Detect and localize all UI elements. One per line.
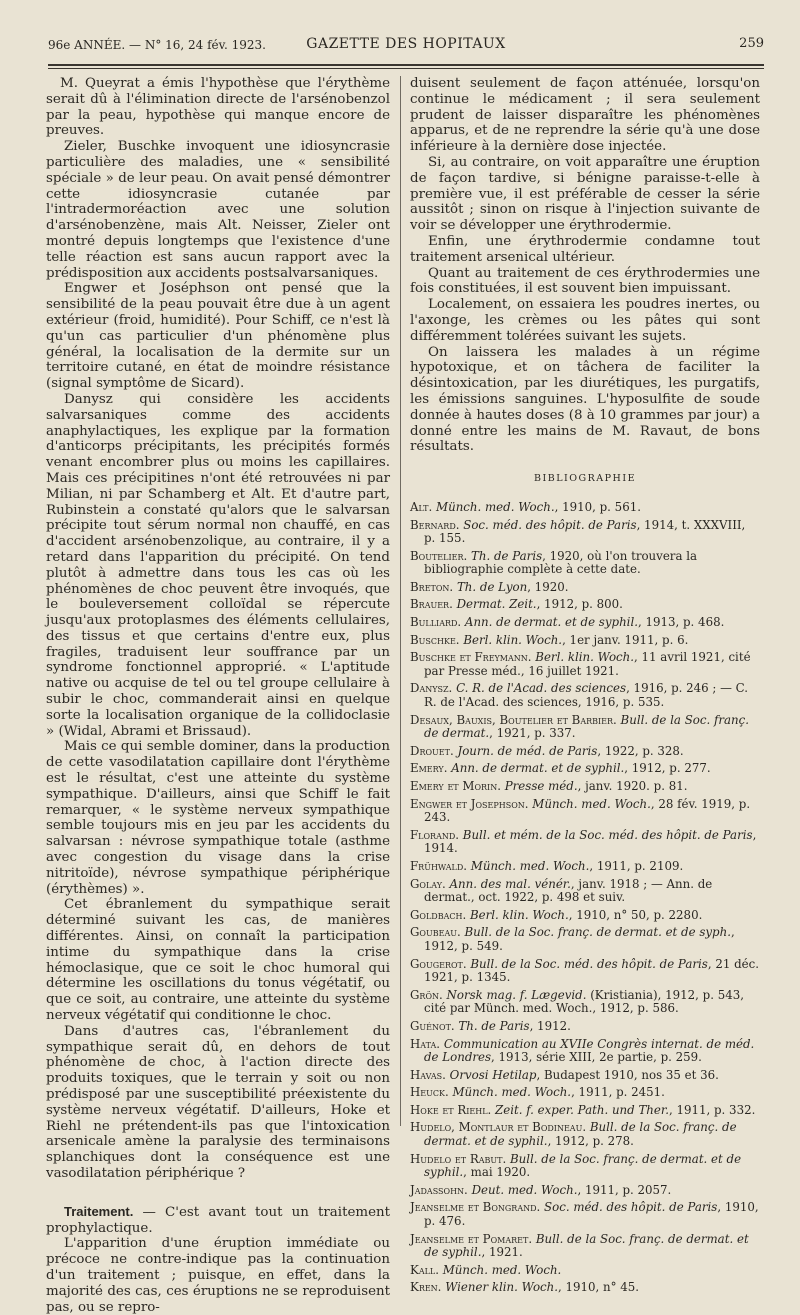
entry-details: , 11 avril 1921, cité par Presse méd., 16 juillet 1921. [424,650,751,678]
bibliography-entry [410,1038,760,1065]
paragraph: Localement, on essaiera les poudres inertes, ou l'axonge, les crèmes ou les pâtes qui sont différemment tolérées suivant les sujets. [410,297,760,344]
entry-journal: Münch. med. Woch. [452,1085,572,1100]
bibliography-entry [410,1264,760,1278]
bibliography-entry [410,878,760,905]
entry-details: , janv. 1920. p. 81. [577,779,688,794]
entry-details: , 1912, p. 278. [547,1134,634,1149]
entry-details: , 1913, série XIII, 2e partie, p. 259. [491,1050,702,1065]
bibliography-entry [410,1020,760,1034]
column-separator [400,76,401,1126]
entry-journal: Bull. de la Soc. franç. de dermat. [424,712,749,741]
entry-journal: Deut. med. Woch. [471,1182,578,1197]
entry-journal: Orvosi Hetilap [449,1067,537,1082]
entry-author: Heuck. [410,1085,449,1100]
entry-journal: Bull. de la Soc. franç. de dermat. et de syphil. [424,1120,737,1149]
paragraph: Si, au contraire, on voit apparaître une éruption de façon tardive, si bénigne paraisse-t-elle à première vue, il est préférable de cesser la série aussitôt ; sinon on risque à l'injection suivante de voir se développer une érythrodermie. [410,154,760,234]
entry-author: Kall. [410,1262,439,1277]
entry-author: Bernard. [410,517,460,532]
bibliography-entry [410,1201,760,1228]
bibliography-entry [410,989,760,1016]
bibliography-entry [410,1104,760,1118]
entry-details: , 1910, p. 561. [554,499,641,514]
entry-journal: Dermat. Zeit. [456,597,537,612]
issue-info: 96e ANNÉE. — N° 16, 24 fév. 1923. [48,38,266,52]
bibliography-entry [410,1281,760,1295]
entry-details: , 1920. [527,579,569,594]
bibliography-entry [410,1069,760,1083]
paragraph: L'apparition d'une éruption immédiate ou précoce ne contre-indique pas la continuation d'un traitement ; puisque, en effet, dans la majorité des cas, ces éruptions ne se reproduisent pas, ou se repro- [46,1236,390,1315]
bibliography-entry [410,860,760,874]
entry-journal: Ann. des mal. vénér. [449,876,571,891]
journal-title: GAZETTE DES HOPITAUX [306,36,506,52]
entry-details: , 1920, où l'on trouvera la bibliographie complète à cette date. [424,548,698,577]
entry-details: , 21 déc. 1921, p. 1345. [424,956,759,985]
entry-author: Boutelier. [410,548,468,563]
entry-details: , 1910, n° 45. [558,1280,640,1295]
entry-author: Hudelo et Rabut. [410,1151,507,1166]
entry-author: Havas. [410,1067,446,1082]
entry-author: Grön. [410,987,443,1002]
entry-journal: Communication au XVIIe Congrès internat. de méd. de Londres [424,1036,755,1065]
left-column [46,76,390,1315]
bibliography-entry [410,714,760,741]
entry-author: Danysz. [410,681,453,696]
bibliography-entry [410,501,760,515]
paragraph: M. Queyrat a émis l'hypothèse que l'érythème serait dû à l'élimination directe de l'arsénobenzol par la peau, hypothèse qui manque encore de preuves. [46,76,390,139]
bibliography-entry [410,958,760,985]
entry-author: Jadassohn. [410,1182,468,1197]
bibliography-entry [410,651,760,678]
paragraph: Cet ébranlement du sympathique serait déterminé suivant les cas, de manières différentes. Ainsi, on connaît la participation intime du sympathique dans la crise hémoclasique, que ce soit le choc humoral qui détermine les oscillations du tonus végétatif, ou que ce soit, au contraire, une atteinte du système nerveux végétatif qui conditionne le choc. [46,897,390,1024]
traitement-paragraph [46,1204,390,1237]
page-number: 259 [739,36,764,51]
right-column [410,76,760,1295]
bibliography-entry [410,762,760,776]
entry-details: (Kristiania), 1912, p. 543, cité par Münch. med. Woch., 1912, p. 586. [424,987,744,1016]
entry-author: Engwer et Josephson. [410,796,529,811]
entry-details: , 1er janv. 1911, p. 6. [562,632,689,647]
bibliography-entry [410,1086,760,1100]
section-heading: Traitement. [64,1203,134,1219]
entry-journal: Th. de Lyon [456,579,528,594]
entry-author: Emery et Morin. [410,779,501,794]
page-header [48,34,764,60]
entry-author: Buschke et Freymann. [410,650,532,665]
entry-author: Jeanselme et Bongrand. [410,1200,541,1215]
entry-author: Drouet. [410,743,454,758]
bibliography-entry [410,581,760,595]
entry-details: , 1911, p. 2057. [577,1182,672,1197]
entry-author: Brauer. [410,597,453,612]
paragraph: Danysz qui considère les accidents salvarsaniques comme des accidents anaphylactiques, les explique par la formation d'anticorps précipitants, les précipités formés venant encombrer plus ou moins les capillaires. Mais ces précipitines n'ont été retrouvées ni par Milian, ni par Schamberg et Alt. Et d'autre part, Rubinstein a constaté qu'alors que le salvarsan précipite tout sérum normal non chauffé, en cas d'accident arsénobenzolique, au contraire, il y a retard dans l'apparition du précipité. On tend plutôt à admettre dans tous les cas où les phénomènes de choc peuvent être invoqués, que le bouleversement colloïdal se répercute jusqu'aux protoplasmes des éléments cellulaires, des tissus et que certains d'entre eux, plus fragiles, traduisent leur souffrance par un syndrome fonctionnel approprié. « L'aptitude native ou acquise de tel ou tel groupe cellulaire à subir le choc, commanderait ainsi en quelque sorte la localisation organique de la collidoclasie » (Widal, Abrami et Brissaud). [46,391,390,739]
entry-author: Hoke et Riehl. [410,1102,492,1117]
entry-journal: Münch. med. Woch. [442,1262,562,1277]
bibliography-list [410,501,760,1295]
bibliography-entry [410,519,760,546]
bibliography-entry [410,926,760,953]
entry-details: , 1912, p. 800. [536,597,623,612]
entry-author: Emery. [410,761,448,776]
bibliography-entry [410,798,760,825]
entry-journal: Bull. de la Soc. méd. des hôpit. de Paris [470,956,708,971]
entry-author: Goldbach. [410,907,467,922]
entry-journal: Soc. méd. des hôpit. de Paris [544,1200,718,1215]
entry-journal: Berl. klin. Woch. [463,632,563,647]
entry-journal: Bull. et mém. de la Soc. méd. des hôpit. de Paris [462,827,753,842]
entry-author: Golay. [410,876,446,891]
bibliography-entry [410,634,760,648]
entry-journal: Soc. méd. des hôpit. de Paris [463,517,637,532]
entry-journal: Zeit. f. exper. Path. und Ther. [495,1102,669,1117]
entry-author: Alt. [410,499,433,514]
entry-details: , janv. 1918 ; — Ann. de dermat., oct. 1922, p. 498 et suiv. [424,876,713,905]
entry-details: , 1914. [424,827,757,856]
entry-author: Florand. [410,827,460,842]
entry-author: Breton. [410,579,454,594]
entry-details: , 1914, t. XXXVIII, p. 155. [424,517,746,546]
entry-details: , mai 1920. [463,1165,531,1180]
entry-journal: Münch. med. Woch. [436,499,555,514]
paragraph: Enfin, une érythrodermie condamne tout traitement arsenical ultérieur. [410,233,760,265]
bibliography-entry [410,745,760,759]
entry-journal: Münch. med. Woch. [470,858,590,873]
entry-details: , 1916, p. 246 ; — C. R. de l'Acad. des sciences, 1916, p. 535. [424,681,749,710]
bibliography-entry [410,598,760,612]
entry-journal: Berl. klin. Woch. [535,650,635,665]
entry-author: Gougerot. [410,956,467,971]
entry-author: Jeanselme et Pomaret. [410,1231,533,1246]
entry-journal: Th. de Paris [458,1018,530,1033]
entry-details: , 1910, n° 50, p. 2280. [568,907,703,922]
entry-journal: Münch. med. Woch. [532,796,651,811]
entry-author: Frühwald. [410,858,468,873]
bibliography-entry [410,1153,760,1180]
entry-details: , 1913, p. 468. [637,615,725,630]
entry-details: , 1911, p. 2451. [571,1085,665,1100]
entry-journal: Ann. de dermat. et de syphil. [451,761,625,776]
entry-details: , 1912, p. 549. [424,925,735,953]
entry-details: , 1912, p. 277. [624,761,711,776]
entry-author: Kren. [410,1280,442,1295]
paragraph: On laissera les malades à un régime hypotoxique, et on tâchera de faciliter la désintoxication, par les diurétiques, les purgatifs, les émissions sanguines. L'hyposulfite de soude donnée à hautes doses (8 à 10 grammes par jour) a donné entre les mains de M. Ravaut, de bons résultats. [410,344,760,455]
entry-journal: Journ. de méd. de Paris [457,743,598,758]
entry-details: , Budapest 1910, nos 35 et 36. [536,1067,719,1082]
paragraph: Zieler, Buschke invoquent une idiosyncrasie particulière des maladies, une « sensibilité spéciale » de leur peau. On avait pensé démontrer cette idiosyncrasie cutanée par l'intradermoréaction avec une solution d'arsénobenzène, mais Alt. Neisser, Zieler ont montré depuis longtemps que l'existence d'une telle réaction est sans aucun rapport avec la prédisposition aux accidents postsalvarsaniques. [46,139,390,281]
entry-journal: Bull. de la Soc. franç. de dermat. et de syph. [464,925,731,940]
entry-details: , 1921, p. 337. [489,726,576,741]
entry-details: , 1910, p. 476. [424,1200,759,1229]
entry-author: Guénot. [410,1018,455,1033]
entry-author: Goubeau. [410,925,461,940]
entry-details: , 1922, p. 328. [597,743,684,758]
entry-author: Desaux, Bauxis, Boutelier et Barbier. [410,712,617,727]
entry-journal: C. R. de l'Acad. des sciences [456,681,627,696]
entry-author: Hata. [410,1036,441,1051]
entry-author: Bulliard. [410,615,462,630]
bibliography-entry [410,780,760,794]
entry-details: , 1921. [481,1245,523,1260]
bibliography-entry [410,682,760,709]
paragraph: Mais ce qui semble dominer, dans la production de cette vasodilatation capillaire dont l'érythème est le résultat, c'est une atteinte du système sympathique. D'ailleurs, ainsi que Schiff le fait remarquer, « le système nerveux sympathique semble toujours mis en jeu par les accidents du salvarsan : névrose sympathique totale (asthme avec congestion du visage dans la crise nitritoïde), névrose sympathique périphérique (érythèmes) ». [46,739,390,897]
bibliography-entry [410,829,760,856]
bibliography-title: BIBLIOGRAPHIE [533,473,637,485]
entry-details: , 28 fév. 1919, p. 243. [424,796,751,825]
entry-journal: Berl. klin. Woch. [469,907,569,922]
entry-journal: Ann. de dermat. et de syphil. [464,615,638,630]
entry-author: Buschke. [410,632,460,647]
header-rule [48,64,764,66]
entry-journal: Norsk mag. f. Lægevid. [446,987,587,1002]
entry-journal: Presse méd. [504,779,578,794]
bibliography-entry [410,1233,760,1260]
paragraph: Dans d'autres cas, l'ébranlement du sympathique serait dû, en dehors de tout phénomène de choc, à l'action directe des produits toxiques, que le terrain y soit ou non prédisposé par une susceptibilité préexistente du système nerveux végétatif. D'ailleurs, Hoke et Riehl ne prétendent-ils pas que l'intoxication arsenicale amène la paralysie des terminaisons splanchiques dont la conséquence est une vasodilatation périphérique ? [46,1023,390,1181]
entry-details: , 1911, p. 332. [668,1102,756,1117]
paragraph: Engwer et Joséphson ont pensé que la sensibilité de la peau pouvait être due à un agent extérieur (froid, humidité). Pour Schiff, ce n'est là qu'un cas particulier d'un phénomène plus général, la localisation de la dermite sur un territoire cutané, en état de moindre résistance (signal symptôme de Sicard). [46,281,390,392]
entry-journal: Bull. de la Soc. franç. de dermat. et de syphil. [424,1151,742,1180]
entry-details: , 1912. [529,1018,571,1033]
paragraph: Quant au traitement de ces érythrodermies une fois constituées, il est souvent bien impuissant. [410,265,760,297]
bibliography-entry [410,616,760,630]
entry-details: , 1911, p. 2109. [589,858,684,873]
bibliography-entry [410,909,760,923]
entry-author: Hudelo, Montlaur et Bodineau. [410,1120,587,1135]
section-intro: — C'est avant tout un traitement prophylactique. [46,1204,390,1236]
entry-journal: Wiener klin. Woch. [445,1280,559,1295]
header-rule-thin [48,68,764,69]
paragraph: duisent seulement de façon atténuée, lorsqu'on continue le médicament ; il sera seulement prudent de laisser disparaître les phénomènes apparus, et de ne reprendre la série qu'à une dose inférieure à la dernière dose injectée. [410,76,760,155]
bibliography-entry [410,550,760,577]
bibliography-entry [410,1184,760,1198]
entry-journal: Th. de Paris [470,548,543,563]
entry-journal: Bull. de la Soc. franç. de dermat. et de syphil. [424,1231,749,1260]
bibliography-entry [410,1121,760,1148]
